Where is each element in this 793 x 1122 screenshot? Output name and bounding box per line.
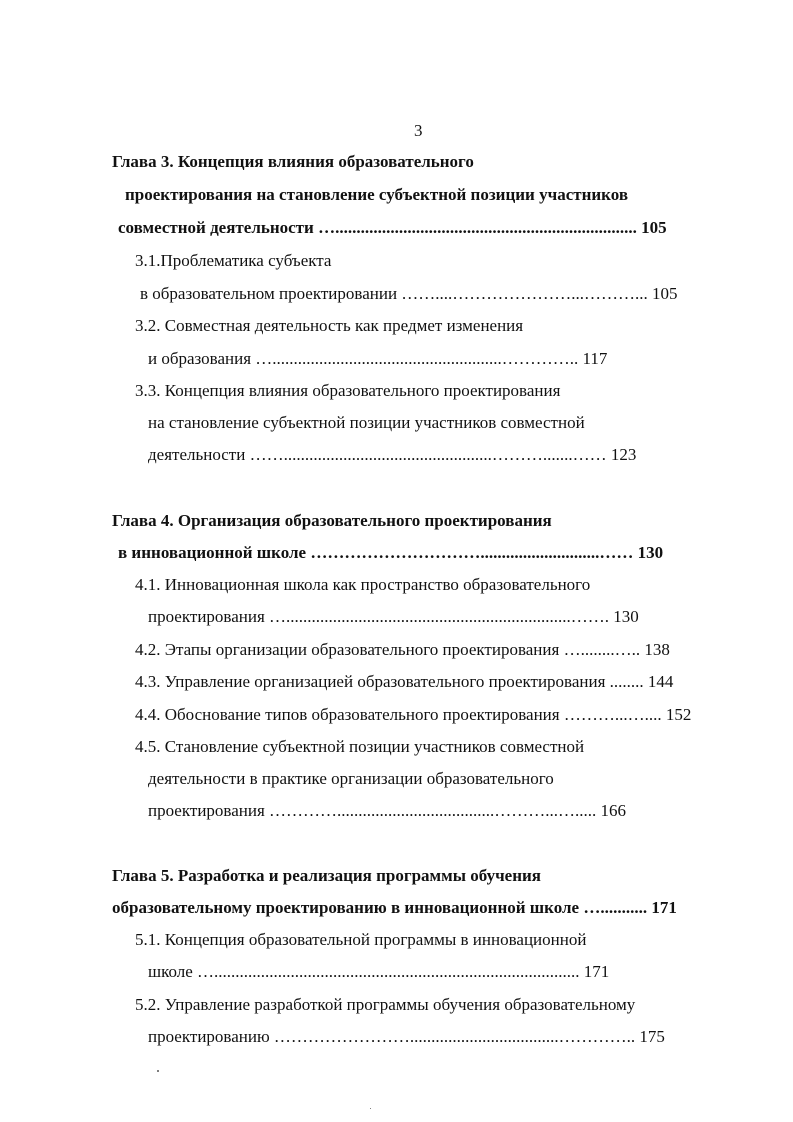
section-5-1-line-1: 5.1. Концепция образовательной программы в инновационной xyxy=(135,930,587,949)
section-3-3-line-2: на становление субъектной позиции участников совместной xyxy=(148,413,585,432)
section-4-4: 4.4. Обоснование типов образовательного проектирования ………...….... 152 xyxy=(135,705,692,724)
section-3-3-line-1: 3.3. Концепция влияния образовательного проектирования xyxy=(135,381,561,400)
section-4-5-line-3: проектирования ………….....................................………...…..... 166 xyxy=(148,801,627,820)
scan-speck xyxy=(157,1070,159,1072)
section-5-2-line-1: 5.2. Управление разработкой программы обучения образовательному xyxy=(135,995,636,1014)
section-3-2-line-1: 3.2. Совместная деятельность как предмет изменения xyxy=(135,316,524,335)
page-number: 3 xyxy=(414,121,423,140)
chapter-3-title-line-3: совместной деятельности …....................................................................... 105 xyxy=(118,218,667,237)
chapter-3-title-line-1: Глава 3. Концепция влияния образовательного xyxy=(112,152,474,171)
scan-speck xyxy=(370,1108,371,1109)
section-4-2: 4.2. Этапы организации образовательного проектирования …........….. 138 xyxy=(135,640,670,659)
section-5-1-line-2: школе …...................................................................................... 171 xyxy=(148,962,610,981)
chapter-4-title-line-1: Глава 4. Организация образовательного проектирования xyxy=(112,511,552,530)
section-3-1-line-2: в образовательном проектировании ……....…………………...………... 105 xyxy=(140,284,678,303)
section-4-3: 4.3. Управление организацией образовательного проектирования ........ 144 xyxy=(135,672,674,691)
chapter-4-title-line-2: в инновационной школе …………………………............................…… 130 xyxy=(118,543,664,562)
chapter-5-title-line-1: Глава 5. Разработка и реализация программы обучения xyxy=(112,866,542,885)
chapter-5-title-line-2: образовательному проектированию в инновационной школе …........... 171 xyxy=(112,898,677,917)
section-4-1-line-2: проектирования …...................................................................……. 130 xyxy=(148,607,639,626)
section-3-2-line-2: и образования …......................................................………….. 117 xyxy=(148,349,608,368)
section-3-3-line-3: деятельности …….................................................……….......…… 123 xyxy=(148,445,637,464)
section-3-1-line-1: 3.1.Проблематика субъекта xyxy=(135,251,332,270)
section-4-1-line-1: 4.1. Инновационная школа как пространство образовательного xyxy=(135,575,591,594)
chapter-3-title-line-2: проектирования на становление субъектной позиции участников xyxy=(125,185,629,204)
section-4-5-line-1: 4.5. Становление субъектной позиции участников совместной xyxy=(135,737,585,756)
section-5-2-line-2: проектированию ……………………...................................………….. 175 xyxy=(148,1027,665,1046)
section-4-5-line-2: деятельности в практике организации образовательного xyxy=(148,769,554,788)
